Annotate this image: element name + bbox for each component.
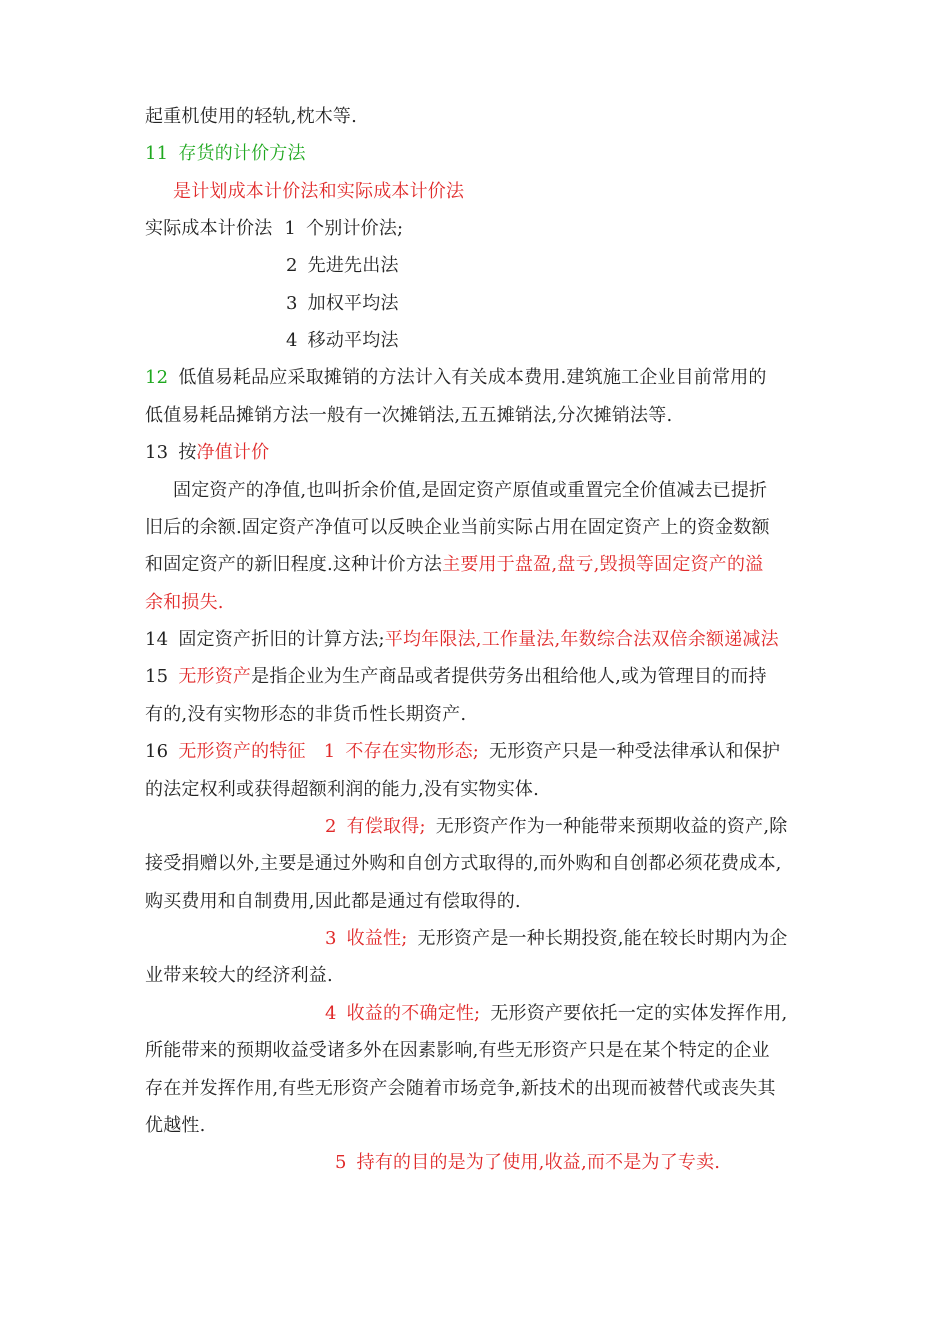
highlight: 主要用于盘盈,盘亏,毁损等固定资产的溢 (442, 554, 764, 575)
section-number: 15 (145, 666, 169, 687)
feature-3 (325, 927, 787, 951)
list-item (286, 329, 399, 353)
highlight: 持有的目的是为了使用,收益,而不是为了专卖. (356, 1152, 721, 1173)
highlight: 无形资产 (178, 666, 252, 687)
section-11-heading (145, 142, 306, 166)
section-number: 14 (145, 629, 169, 650)
text-line: 购买费用和自制费用,因此都是通过有偿取得的. (145, 891, 521, 912)
item-text: 先进先出法 (307, 255, 399, 276)
item-number: 1 (284, 218, 297, 239)
section-number: 16 (145, 741, 169, 762)
text-line: 起重机使用的轻轨,枕木等. (145, 106, 358, 127)
item-number: 2 (286, 255, 298, 276)
item-text: 加权平均法 (307, 293, 399, 314)
section-12 (145, 366, 767, 390)
text-line: 固定资产的净值,也叫折余价值,是固定资产原值或重置完全价值减去已提折 (173, 480, 768, 501)
feature-2 (325, 815, 787, 839)
section-16 (145, 740, 780, 764)
text-line (145, 553, 763, 577)
section-14 (145, 628, 779, 652)
text-line: 业带来较大的经济利益. (145, 965, 333, 986)
text-line: 的法定权利或获得超额利润的能力,没有实物实体. (145, 779, 540, 800)
section-number: 11 (145, 143, 169, 164)
text-line: 优越性. (145, 1115, 206, 1136)
text-line: 存在并发挥作用,有些无形资产会随着市场竞争,新技术的出现而被替代或丧失其 (145, 1078, 776, 1099)
feature-5 (335, 1151, 720, 1175)
label: 实际成本计价法 (145, 218, 273, 239)
text: 无形资产作为一种能带来预期收益的资产,除 (435, 816, 788, 837)
item-text: 个别计价法; (306, 218, 404, 239)
text: 无形资产是一种长期投资,能在较长时期内为企 (417, 928, 788, 949)
text-line: 旧后的余额.固定资产净值可以反映企业当前实际占用在固定资产上的资金数额 (145, 517, 770, 538)
text: 低值易耗品应采取摊销的方法计入有关成本费用.建筑施工企业目前常用的 (178, 367, 767, 388)
highlight: 收益的不确定性; (346, 1003, 481, 1024)
text: 无形资产要依托一定的实体发挥作用, (490, 1003, 788, 1024)
item-number: 3 (325, 928, 337, 949)
text-line: 所能带来的预期收益受诸多外在因素影响,有些无形资产只是在某个特定的企业 (145, 1040, 770, 1061)
section-13 (145, 441, 269, 465)
item-number: 5 (335, 1152, 347, 1173)
text-line (145, 217, 403, 241)
text: 按 (178, 442, 197, 463)
text-line: 低值易耗品摊销方法一般有一次摊销法,五五摊销法,分次摊销法等. (145, 405, 673, 426)
highlight: 平均年限法,工作量法,年数综合法双倍余额递减法 (384, 629, 779, 650)
section-number: 12 (145, 367, 169, 388)
item-number: 1 (323, 741, 336, 762)
highlight: 有偿取得; (346, 816, 426, 837)
section-title: 存货的计价方法 (178, 143, 306, 164)
text: 和固定资产的新旧程度.这种计价方法 (145, 554, 443, 575)
feature-4 (325, 1002, 787, 1026)
text: 固定资产折旧的计算方法; (178, 629, 385, 650)
text-line: 有的,没有实物形态的非货币性长期资产. (145, 704, 467, 725)
highlight: 收益性; (346, 928, 408, 949)
item-number: 4 (325, 1003, 337, 1024)
item-text: 移动平均法 (307, 330, 399, 351)
item-number: 4 (286, 330, 298, 351)
list-item (286, 292, 399, 316)
highlight: 无形资产的特征 (178, 741, 306, 762)
item-number: 3 (286, 293, 298, 314)
text-line-highlight: 余和损失. (145, 592, 224, 613)
text-line-highlight: 是计划成本计价法和实际成本计价法 (173, 181, 465, 202)
highlight: 净值计价 (196, 442, 270, 463)
text: 是指企业为生产商品或者提供劳务出租给他人,或为管理目的而持 (251, 666, 767, 687)
section-number: 13 (145, 442, 169, 463)
text-line: 接受捐赠以外,主要是通过外购和自创方式取得的,而外购和自创都必须花费成本, (145, 853, 782, 874)
list-item (286, 254, 399, 278)
item-number: 2 (325, 816, 337, 837)
section-15 (145, 665, 767, 689)
text: 无形资产只是一种受法律承认和保护 (489, 741, 781, 762)
highlight: 不存在实物形态; (345, 741, 480, 762)
